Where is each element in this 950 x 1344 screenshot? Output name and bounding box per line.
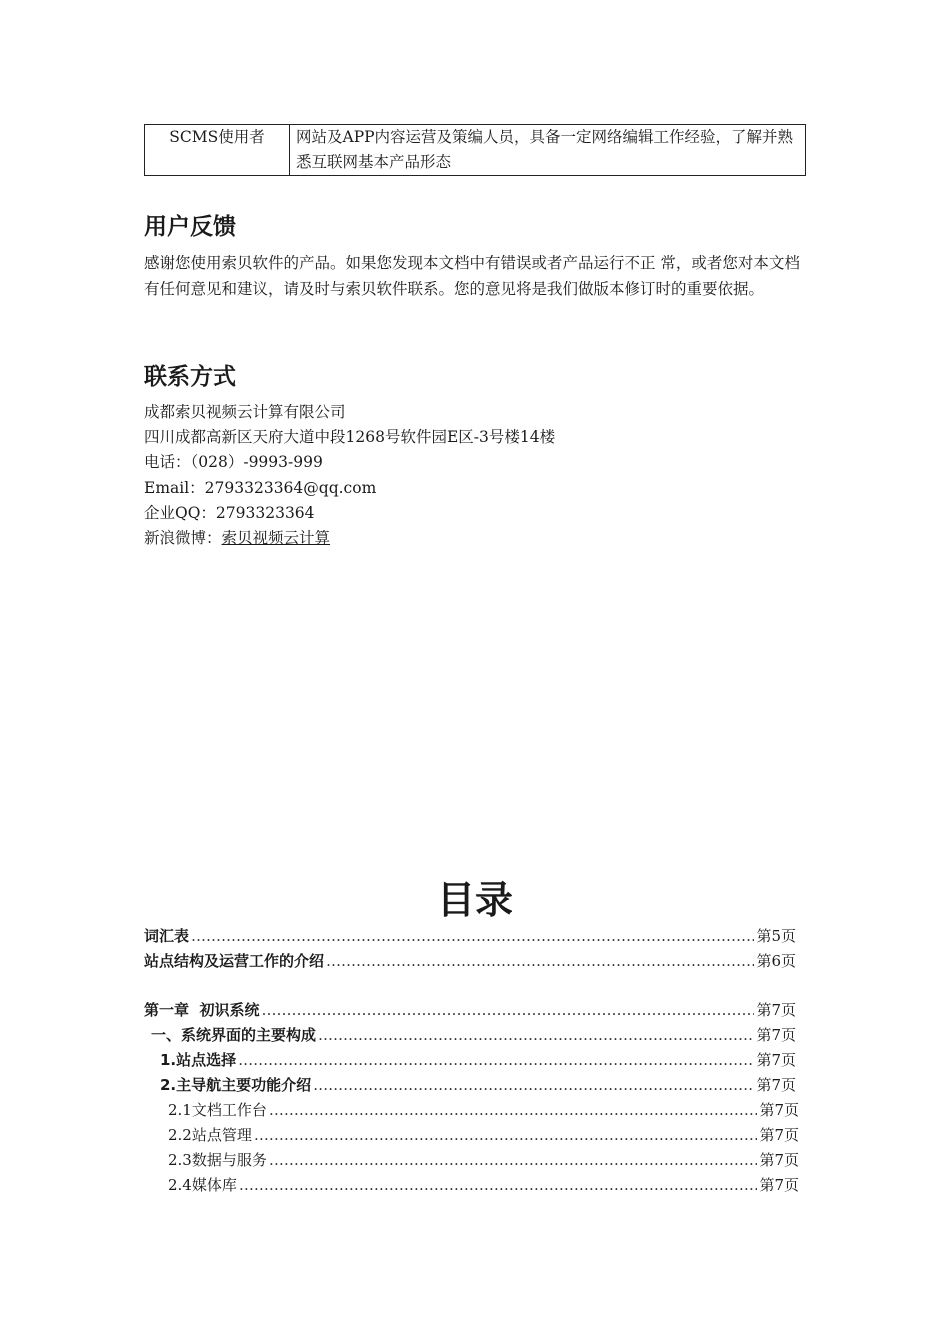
toc-entry-page: 第6页 [756, 952, 796, 970]
toc-entry[interactable] [168, 1124, 799, 1146]
toc-entry-title: 一、系统界面的主要构成 [151, 1026, 317, 1044]
toc-dot-leader [239, 1174, 758, 1196]
weibo-link[interactable]: 索贝视频云计算 [221, 529, 331, 548]
toc-dot-leader [269, 1099, 758, 1121]
toc-entry[interactable] [144, 925, 796, 947]
feedback-text: 感谢您使用索贝软件的产品。如果您发现本文档中有错误或者产品运行不正 常，或者您对本文档有任何意见和建议，请及时与索贝软件联系。您的意见将是我们做版本修订时的重要依据。 [144, 254, 800, 298]
toc-entry[interactable] [168, 1099, 799, 1121]
toc-dot-leader [269, 1149, 758, 1171]
toc-entry-title: 2.3数据与服务 [168, 1151, 267, 1169]
roles-table [144, 124, 806, 176]
toc-entry[interactable] [151, 1024, 796, 1046]
toc-dot-leader [261, 999, 754, 1021]
email-line: Email：2793323364@qq.com [144, 478, 377, 497]
toc-dot-leader [254, 1124, 758, 1146]
feedback-heading: 用户反馈 [144, 214, 236, 240]
toc-entry-title: 词汇表 [144, 927, 190, 945]
toc-entry-title: 2.2站点管理 [168, 1126, 252, 1144]
toc-entry-page: 第7页 [756, 1051, 796, 1069]
toc-entry-title: 站点结构及运营工作的介绍 [144, 952, 325, 970]
toc-entry-page: 第7页 [756, 1001, 796, 1019]
weibo-label: 新浪微博： [144, 529, 222, 548]
toc-dot-leader [238, 1049, 754, 1071]
toc-entry-page: 第7页 [759, 1101, 799, 1119]
toc-entry[interactable] [144, 999, 796, 1021]
contact-heading: 联系方式 [144, 364, 236, 390]
toc-dot-leader [326, 950, 754, 972]
toc-entry-page: 第7页 [759, 1151, 799, 1169]
phone-line: 电话：（028）-9993-999 [144, 453, 323, 472]
toc-entry[interactable] [168, 1174, 799, 1196]
contact-block [144, 400, 744, 551]
company-address: 四川成都高新区天府大道中段1268号软件园E区-3号楼14楼 [144, 428, 556, 447]
toc-entry[interactable] [168, 1149, 799, 1171]
toc-entry-page: 第7页 [756, 1076, 796, 1094]
toc-entry[interactable] [160, 1049, 796, 1071]
table-row [145, 125, 806, 176]
toc-entry-title: 2.1文档工作台 [168, 1101, 267, 1119]
toc-entry[interactable] [144, 950, 796, 972]
toc-title: 目录 [436, 878, 513, 922]
toc-entry-title: 1.站点选择 [160, 1051, 237, 1069]
toc-entry[interactable] [160, 1074, 796, 1096]
toc-dot-leader [191, 925, 754, 947]
role-cell: SCMS使用者 [145, 125, 290, 176]
toc-entry-page: 第7页 [759, 1126, 799, 1144]
toc-dot-leader [313, 1074, 754, 1096]
qq-line: 企业QQ：2793323364 [144, 503, 315, 522]
toc-dot-leader [318, 1024, 754, 1046]
toc-entry-title: 2.4媒体库 [168, 1176, 237, 1194]
weibo-line [144, 526, 744, 551]
role-description-cell: 网站及APP内容运营及策编人员，具备一定网络编辑工作经验，了解并熟悉互联网基本产品形态 [290, 125, 806, 176]
toc-entry-title: 第一章 初识系统 [144, 1001, 260, 1019]
toc-entry-title: 2.主导航主要功能介绍 [160, 1076, 312, 1094]
toc-entry-page: 第7页 [759, 1176, 799, 1194]
toc-entry-page: 第5页 [756, 927, 796, 945]
company-name: 成都索贝视频云计算有限公司 [144, 403, 346, 421]
toc-entry-page: 第7页 [756, 1026, 796, 1044]
